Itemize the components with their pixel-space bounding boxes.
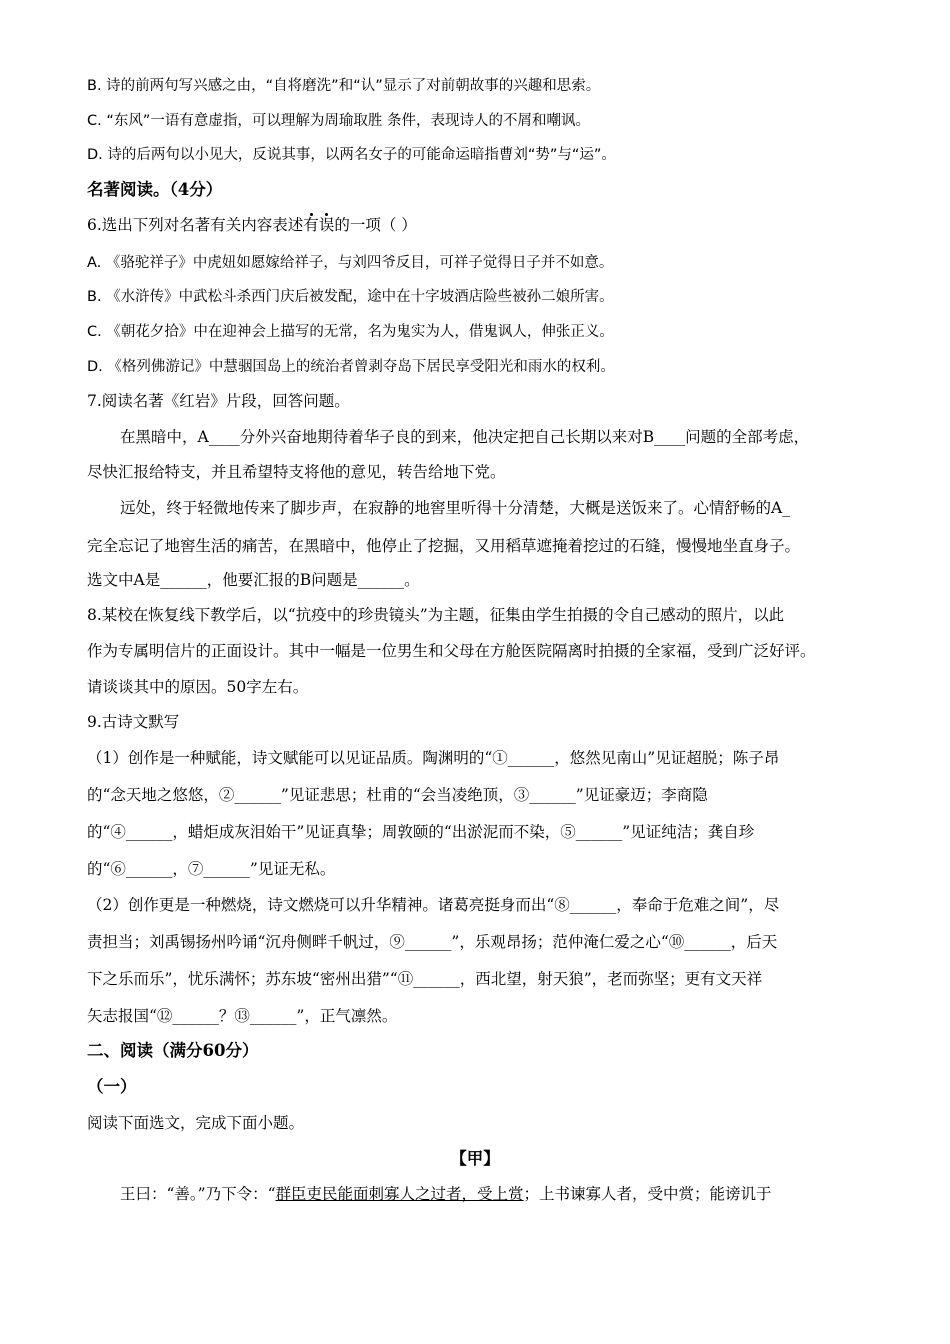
option-b-classics: B. 《水浒传》中武松斗杀西门庆后被发配，途中在十字坡酒店险些被孙二娘所害。: [87, 289, 614, 305]
option-c-classics: C. 《朝花夕拾》中在迎神会上描写的无常，名为鬼实为人，借鬼讽人，伸张正义。: [87, 324, 614, 340]
question-9-part-2-line-2: 责担当；刘禹锡扬州吟诵“沉舟侧畔千帆过，⑨______”，乐观昂扬；范仲淹仁爱之心“⑩______，后天: [87, 933, 778, 951]
question-9-part-1-line-2: 的“念天地之悠悠，②______”见证悲思；杜甫的“会当凌绝顶，③______”见证豪迈；李商隐: [87, 786, 708, 804]
underlined-sentence: 群臣吏民能面刺寡人之过者，受上赏: [275, 1185, 524, 1203]
hongyan-passage-line-3: 远处，终于轻微地传来了脚步声，在寂静的地窖里听得十分清楚，大概是送饭来了。心情舒畅的A_: [120, 499, 790, 517]
question-9-part-1-line-4: 的“⑥______，⑦______”见证无私。: [87, 860, 336, 878]
question-6-stem: [87, 214, 417, 236]
question-6-text: 6.选出下列对名著有关内容表述: [87, 216, 304, 234]
question-9-part-2-line-4: 矢志报国“⑫______？⑬______”，正气凛然。: [87, 1007, 398, 1025]
question-7-blanks: 选文中A是______，他要汇报的B问题是______。: [87, 571, 420, 589]
question-8-line-3: 请谈谈其中的原因。50字左右。: [87, 678, 309, 696]
question-8-line-1: 8.某校在恢复线下教学后，以“抗疫中的珍贵镜头”为主题，征集由学生拍摄的令自己感动的照片，以此: [87, 606, 785, 624]
option-b-poem: B. 诗的前两句写兴感之由，“自将磨洗”和“认”显示了对前朝故事的兴趣和思索。: [87, 78, 601, 94]
question-8-line-2: 作为专属明信片的正面设计。其中一幅是一位男生和父母在方舱医院隔离时拍摄的全家福，受到广泛好评。: [87, 642, 816, 660]
hongyan-passage-line-2: 尽快汇报给特支，并且希望特支将他的意见，转告给地下党。: [87, 463, 506, 481]
hongyan-passage-line-1: 在黑暗中，A____分外兴奋地期待着华子良的到来，他决定把自己长期以来对B____问题的全部考虑，: [120, 428, 810, 446]
emphasis-char-wu: 误: [318, 216, 335, 234]
passage-jia-continuation: ；上书谏寡人者，受中赏；能谤讥于: [523, 1185, 772, 1203]
option-a-classics: A. 《骆驼祥子》中虎妞如愿嫁给祥子，与刘四爷反目，可祥子觉得日子并不如意。: [87, 255, 614, 271]
reading-instruction: 阅读下面选文，完成下面小题。: [87, 1114, 305, 1132]
hongyan-passage-line-4: 完全忘记了地窖生活的痛苦，在黑暗中，他停止了挖掘，又用稻草遮掩着挖过的石缝，慢慢地坐直身子。: [87, 537, 801, 555]
question-9-part-2-line-1: （2）创作更是一种燃烧，诗文燃烧可以升华精神。诸葛亮挺身而出“⑧______，奉命于危难之间”，尽: [87, 896, 780, 914]
section-heading-reading: 二、阅读（满分60分）: [87, 1041, 259, 1060]
question-9-part-1-line-3: 的“④______，蜡炬成灰泪始干”见证真挚；周敦颐的“出淤泥而不染，⑤______”见证纯洁；龚自珍: [87, 823, 755, 841]
question-9-stem: 9.古诗文默写: [87, 713, 180, 731]
option-d-classics: D. 《格列佛游记》中慧骃国岛上的统治者曾剥夺岛下居民享受阳光和雨水的权利。: [87, 359, 615, 375]
section-heading-classics: 名著阅读。（4分）: [87, 180, 223, 199]
subsection-heading-one: （一）: [87, 1077, 137, 1096]
option-c-poem: C. “东风”一语有意虚指，可以理解为周瑜取胜 条件，表现诗人的不屑和嘲讽。: [87, 113, 590, 129]
passage-label-jia: 【甲】: [450, 1149, 500, 1168]
question-9-part-1-line-1: （1）创作是一种赋能，诗文赋能可以见证品质。陶渊明的“①______，悠然见南山”见证超脱；陈子昂: [87, 749, 780, 767]
option-d-poem: D. 诗的后两句以小见大，反说其事，以两名女子的可能命运暗指曹刘“势”与“运”。: [87, 147, 616, 163]
passage-jia-line-1: [120, 1183, 772, 1205]
passage-jia-intro: 王曰：“善。”乃下令：“: [120, 1185, 276, 1203]
question-9-part-2-line-3: 下之乐而乐”，忧乐满怀；苏东坡“密州出猎”“⑪______，西北望，射天狼”，老而弥坚；更有文天祥: [87, 970, 763, 988]
question-7-stem: 7.阅读名著《红岩》片段，回答问题。: [87, 392, 350, 410]
question-6-bracket: 的一项（ ）: [334, 216, 417, 234]
emphasis-char-you: 有: [303, 216, 319, 234]
